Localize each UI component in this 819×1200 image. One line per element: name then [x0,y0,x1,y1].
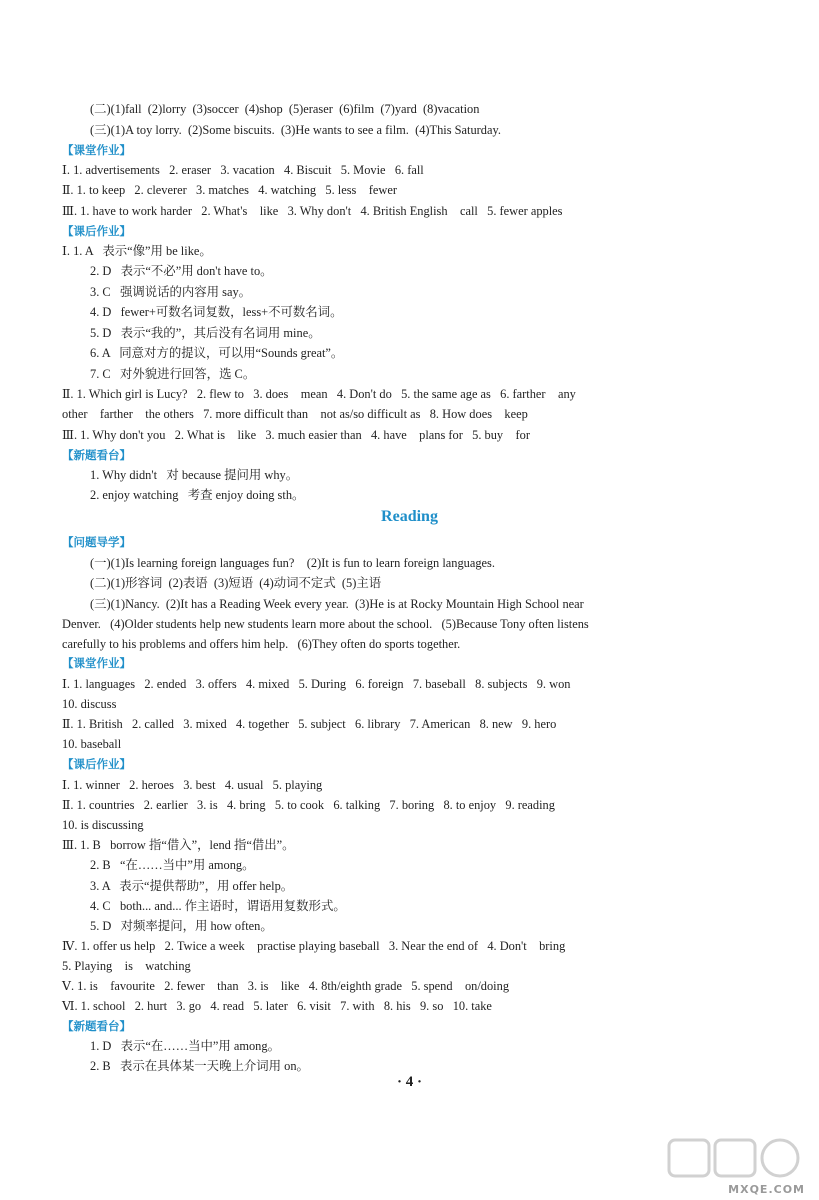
answer-line: (一)(1)Is learning foreign languages fun? (2)It is fun to learn foreign languages. [90,556,495,570]
section-heading: 【课堂作业】 [62,656,131,670]
answer-line: 7. C 对外貌进行回答，选 C。 [90,367,256,381]
answer-line: 5. D 对频率提问，用 how often。 [90,919,273,933]
section-heading: 【问题导学】 [62,535,131,549]
answer-line: (三)(1)Nancy. (2)It has a Reading Week every year. (3)He is at Rocky Mountain High School near [90,597,584,611]
answer-line: Ⅰ. 1. winner 2. heroes 3. best 4. usual 5. playing [62,778,323,792]
answer-line: 1. D 表示“在……当中”用 among。 [90,1039,280,1053]
answer-line: (三)(1)A toy lorry. (2)Some biscuits. (3)He wants to see a film. (4)This Saturday. [90,123,501,137]
answer-line: 5. D 表示“我的”，其后没有名词用 mine。 [90,326,321,340]
answer-line: (二)(1)fall (2)lorry (3)soccer (4)shop (5)eraser (6)film (7)yard (8)vacation [90,102,480,116]
answer-line: carefully to his problems and offers him help. (6)They often do sports together. [62,637,461,651]
answer-line: Ⅱ. 1. countries 2. earlier 3. is 4. bring 5. to cook 6. talking 7. boring 8. to enjoy 9. reading [62,798,555,812]
answer-line: Ⅳ. 1. offer us help 2. Twice a week practise playing baseball 3. Near the end of 4. Don't bring [62,939,566,953]
answer-line: 3. A 表示“提供帮助”，用 offer help。 [90,879,294,893]
answer-line: (二)(1)形容词 (2)表语 (3)短语 (4)动词不定式 (5)主语 [90,576,382,590]
answer-line: Ⅱ. 1. British 2. called 3. mixed 4. together 5. subject 6. library 7. American 8. new 9. hero [62,717,557,731]
section-title: Reading [381,508,438,525]
answer-line: Ⅰ. 1. A 表示“像”用 be like。 [62,244,212,258]
answer-line: Ⅵ. 1. school 2. hurt 3. go 4. read 5. later 6. visit 7. with 8. his 9. so 10. take [62,999,492,1013]
answer-line: 4. D fewer+可数名词复数，less+不可数名词。 [90,305,343,319]
section-heading: 【新题看台】 [62,448,131,462]
answer-line: 3. C 强调说话的内容用 say。 [90,285,252,299]
answer-line: 2. D 表示“不必”用 don't have to。 [90,264,273,278]
answer-line: 10. baseball [62,737,122,751]
answer-line: Denver. (4)Older students help new students learn more about the school. (5)Because Tony often listens [62,617,589,631]
answer-line: 10. discuss [62,697,117,711]
answer-line: Ⅲ. 1. B borrow 指“借入”，lend 指“借出”。 [62,838,295,852]
watermark-text: MXQE.COM [728,1183,805,1196]
section-heading: 【课堂作业】 [62,143,131,157]
answer-line: Ⅱ. 1. to keep 2. cleverer 3. matches 4. watching 5. less fewer [62,183,397,197]
answer-line: Ⅲ. 1. Why don't you 2. What is like 3. much easier than 4. have plans for 5. buy for [62,428,530,442]
section-heading: 【课后作业】 [62,224,131,238]
answer-line: Ⅲ. 1. have to work harder 2. What's like 3. Why don't 4. British English call 5. fewer apples [62,204,563,218]
answer-line: Ⅴ. 1. is favourite 2. fewer than 3. is like 4. 8th/eighth grade 5. spend on/doing [62,979,510,993]
section-heading: 【课后作业】 [62,757,131,771]
section-heading: 【新题看台】 [62,1019,131,1033]
answer-line: Ⅰ. 1. languages 2. ended 3. offers 4. mixed 5. During 6. foreign 7. baseball 8. subjects 9. won [62,677,571,691]
answer-line: 10. is discussing [62,818,144,832]
answer-line: other farther the others 7. more difficult than not as/so difficult as 8. How does keep [62,407,528,421]
answer-line: Ⅰ. 1. advertisements 2. eraser 3. vacation 4. Biscuit 5. Movie 6. fall [62,163,424,177]
answer-line: 2. B “在……当中”用 among。 [90,858,255,872]
answer-line: 1. Why didn't 对 because 提问用 why。 [90,468,299,482]
answer-line: 4. C both... and... 作主语时，谓语用复数形式。 [90,899,346,913]
answer-line: 2. enjoy watching 考查 enjoy doing sth。 [90,488,305,502]
answer-line: 5. Playing is watching [62,959,191,973]
answer-line: 2. B 表示在具体某一天晚上介词用 on。 [90,1059,309,1073]
page-number: · 4 · [396,1074,422,1090]
answer-line: Ⅱ. 1. Which girl is Lucy? 2. flew to 3. does mean 4. Don't do 5. the same age as 6. farther any [62,387,576,401]
answer-line: 6. A 同意对方的提议，可以用“Sounds great”。 [90,346,344,360]
